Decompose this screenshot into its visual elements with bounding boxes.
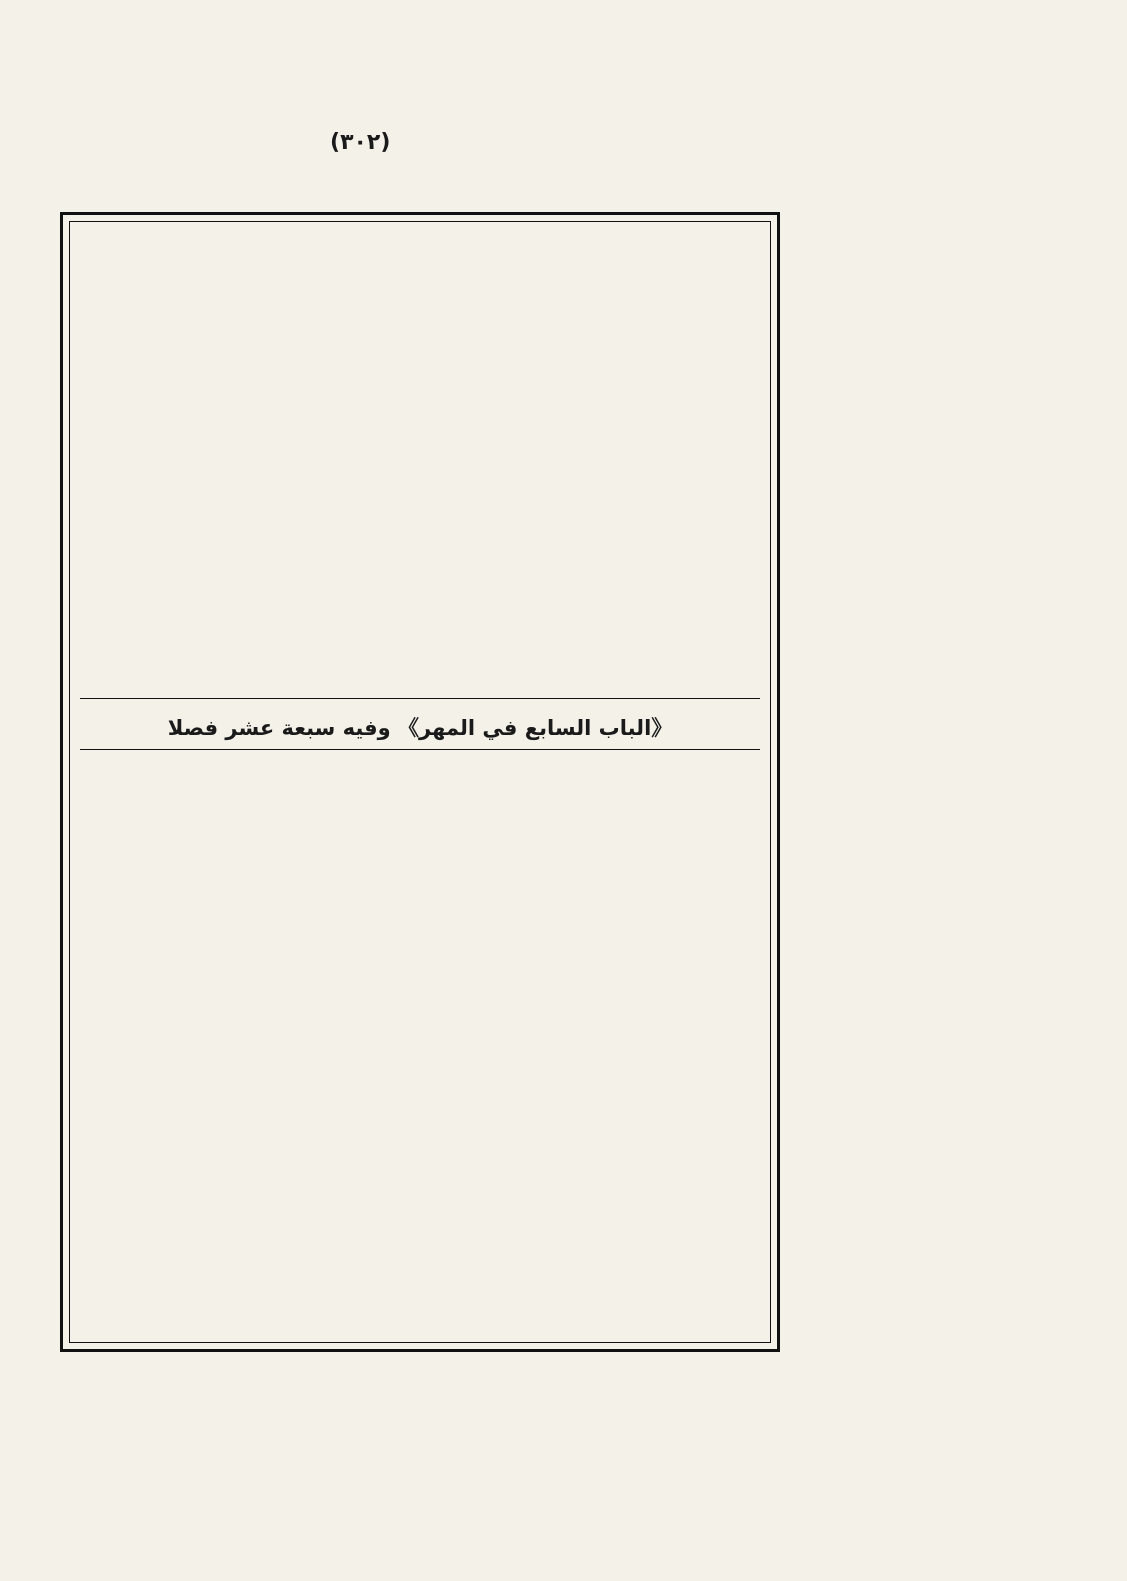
box-line	[80, 261, 760, 293]
chapter-heading: 《الباب السابع في المهر》 وفيه سبعة عشر فصلا	[167, 716, 673, 740]
box-line	[80, 492, 760, 524]
box-line	[80, 591, 760, 623]
margin-line	[790, 534, 1086, 566]
box-line	[80, 1130, 760, 1162]
box-line	[80, 1161, 760, 1193]
margin-line	[790, 438, 1086, 470]
margin-line	[790, 1046, 1086, 1078]
box-line	[80, 426, 760, 458]
margin-commentary	[790, 214, 1086, 1354]
margin-line	[790, 374, 1086, 406]
main-text-frame	[60, 212, 780, 1352]
inner-frame	[69, 221, 771, 1343]
margin-line	[790, 1206, 1086, 1238]
margin-line	[790, 726, 1086, 758]
top-line	[42, 145, 1085, 175]
margin-line	[790, 310, 1086, 342]
margin-line	[790, 1238, 1086, 1270]
margin-line	[790, 854, 1086, 886]
margin-line	[790, 1014, 1086, 1046]
margin-line	[790, 566, 1086, 598]
margin-line	[790, 342, 1086, 374]
margin-line	[790, 982, 1086, 1014]
box-line	[80, 228, 760, 260]
margin-line	[790, 246, 1086, 278]
bottom-line	[42, 1426, 1085, 1456]
box-line	[80, 789, 760, 821]
margin-line	[790, 662, 1086, 694]
margin-line	[790, 598, 1086, 630]
margin-line	[790, 278, 1086, 310]
margin-line	[790, 502, 1086, 534]
top-line	[42, 112, 1085, 142]
margin-line	[790, 630, 1086, 662]
bottom-line	[42, 1498, 1085, 1528]
box-line	[80, 851, 760, 883]
box-line	[80, 1316, 760, 1348]
top-line	[42, 46, 1085, 76]
top-line	[42, 178, 1085, 208]
margin-line	[790, 1302, 1086, 1334]
box-line	[80, 1068, 760, 1100]
margin-line	[790, 1174, 1086, 1206]
bottom-text-block	[42, 1354, 1085, 1554]
margin-line	[790, 1270, 1086, 1302]
box-line	[80, 294, 760, 326]
box-line	[80, 657, 760, 689]
margin-line	[790, 1078, 1086, 1110]
box-line	[80, 1223, 760, 1255]
box-line	[80, 393, 760, 425]
box-line	[80, 1285, 760, 1317]
top-text-block	[42, 46, 1085, 214]
box-line	[80, 558, 760, 590]
margin-line	[790, 1110, 1086, 1142]
margin-line	[790, 214, 1086, 246]
page-number: (٣٠٢)	[330, 130, 391, 155]
main-text-lines	[80, 228, 760, 1336]
margin-line	[790, 950, 1086, 982]
margin-line	[790, 406, 1086, 438]
box-line	[80, 913, 760, 945]
bottom-line	[42, 1390, 1085, 1420]
box-line	[80, 624, 760, 656]
box-line	[80, 1037, 760, 1069]
top-line	[42, 79, 1085, 109]
box-line	[80, 360, 760, 392]
box-line	[80, 1192, 760, 1224]
bottom-line	[42, 1462, 1085, 1492]
box-line	[80, 975, 760, 1007]
margin-line	[790, 918, 1086, 950]
margin-line	[790, 886, 1086, 918]
box-line	[80, 525, 760, 557]
box-line	[80, 1006, 760, 1038]
box-line	[80, 820, 760, 852]
box-line	[80, 944, 760, 976]
margin-line	[790, 470, 1086, 502]
margin-line	[790, 790, 1086, 822]
box-line	[80, 1254, 760, 1286]
margin-line	[790, 694, 1086, 726]
box-line	[80, 758, 760, 790]
box-line	[80, 459, 760, 491]
box-line	[80, 327, 760, 359]
divider-rule	[80, 749, 760, 750]
divider-rule	[80, 698, 760, 699]
margin-line	[790, 822, 1086, 854]
box-line	[80, 882, 760, 914]
margin-line	[790, 758, 1086, 790]
bottom-line	[42, 1354, 1085, 1384]
margin-line	[790, 1142, 1086, 1174]
box-line	[80, 1099, 760, 1131]
